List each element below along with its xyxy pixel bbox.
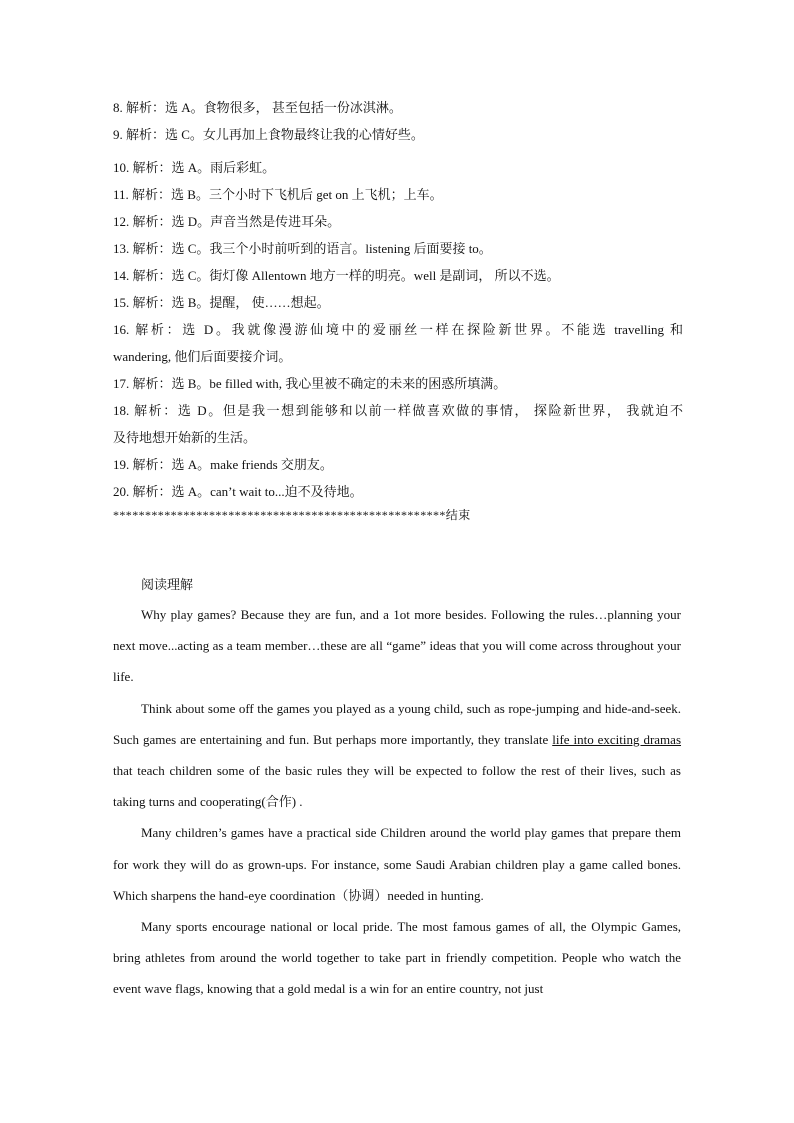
answer-number: 10.	[113, 160, 130, 175]
answer-text: 解析：选 B。三个小时下飞机后 get on 上飞机；上车。	[132, 187, 443, 202]
answer-text: 解析：选 C。女儿再加上食物最终让我的心情好些。	[126, 127, 424, 142]
answer-text: 解析：选 B。提醒， 使……想起。	[132, 295, 330, 310]
paragraph-3: Many children’s games have a practical side Children around the world play games that prepare them for work they will do as grown-ups. For instance, some Saudi Arabian children play a game called bones. Which sharpens the hand-eye coordination（协调）needed in hunting.	[113, 825, 681, 903]
paragraph-2	[113, 693, 681, 818]
answer-item-13	[113, 235, 683, 262]
answer-item-19	[113, 451, 683, 478]
answer-line-2: wandering, 他们后面要接介词。	[113, 349, 292, 364]
answer-number: 8.	[113, 100, 123, 115]
answer-item-17	[113, 370, 683, 397]
answer-number: 16.	[113, 322, 130, 337]
answer-line-1	[113, 397, 683, 424]
answer-item-11	[113, 181, 683, 208]
answer-number: 17.	[113, 376, 130, 391]
paragraph-1: Why play games? Because they are fun, and a 1ot more besides. Following the rules…planning your next move...acting as a team member…these are all “game” ideas that you will come across throughout your life.	[113, 607, 681, 685]
answer-item-9	[113, 121, 683, 148]
answer-number: 18.	[113, 403, 130, 418]
answer-item-16	[113, 316, 683, 370]
answer-text: 解析：选 D。我就像漫游仙境中的爱丽丝一样在探险新世界。不能选 travelling 和	[135, 322, 683, 337]
answer-item-10	[113, 154, 683, 181]
end-divider: ****************************************************结束	[113, 508, 471, 522]
answer-text: 解析：选 D。声音当然是传进耳朵。	[132, 214, 341, 229]
answer-number: 20.	[113, 484, 130, 499]
answer-item-20	[113, 478, 683, 505]
answer-item-14	[113, 262, 683, 289]
answer-text: 解析：选 C。街灯像 Allentown 地方一样的明亮。well 是副词， 所以不选。	[132, 268, 560, 283]
answer-number: 19.	[113, 457, 130, 472]
answer-text: 解析：选 A。雨后彩虹。	[132, 160, 276, 175]
answer-number: 13.	[113, 241, 130, 256]
answer-number: 15.	[113, 295, 130, 310]
answer-item-12	[113, 208, 683, 235]
underlined-phrase: life into exciting dramas	[552, 731, 682, 747]
answer-item-15	[113, 289, 683, 316]
answer-line-1	[113, 316, 683, 343]
paragraph-2-start: Think about some off the games you played as a young child, such as rope-jumping and hide-and-seek. Such games are entertaining and fun. But perhaps more importantly, they translate	[113, 700, 681, 747]
section-heading: 阅读理解	[141, 577, 194, 592]
paragraph-2-end: that teach children some of the basic rules they will be expected to follow the rest of their lives, such as taking turns and cooperating(合作) .	[113, 763, 681, 810]
answer-text: 解析：选 A。make friends 交朋友。	[132, 457, 333, 472]
answer-text: 解析：选 D。但是我一想到能够和以前一样做喜欢做的事情， 探险新世界， 我就迫不	[134, 403, 684, 418]
reading-comprehension	[113, 571, 681, 1005]
answer-explanations	[113, 94, 683, 525]
answer-text: 解析：选 A。can’t wait to...迫不及待地。	[132, 484, 363, 499]
answer-text: 解析：选 C。我三个小时前听到的语言。listening 后面要接 to。	[132, 241, 492, 256]
answer-number: 14.	[113, 268, 130, 283]
paragraph-4: Many sports encourage national or local pride. The most famous games of all, the Olympic Games, bring athletes from around the world together to take part in friendly competition. People who watch the event wave flags, knowing that a gold medal is a win for an entire country, not just	[113, 919, 681, 997]
answer-item-8	[113, 94, 683, 121]
answer-text: 解析：选 B。be filled with, 我心里被不确定的未来的困惑所填满。	[132, 376, 507, 391]
answer-line-2: 及待地想开始新的生活。	[113, 430, 257, 445]
answer-number: 9.	[113, 127, 123, 142]
answer-number: 11.	[113, 187, 129, 202]
answer-item-18	[113, 397, 683, 451]
answer-text: 解析：选 A。食物很多， 甚至包括一份冰淇淋。	[126, 100, 402, 115]
answer-number: 12.	[113, 214, 130, 229]
